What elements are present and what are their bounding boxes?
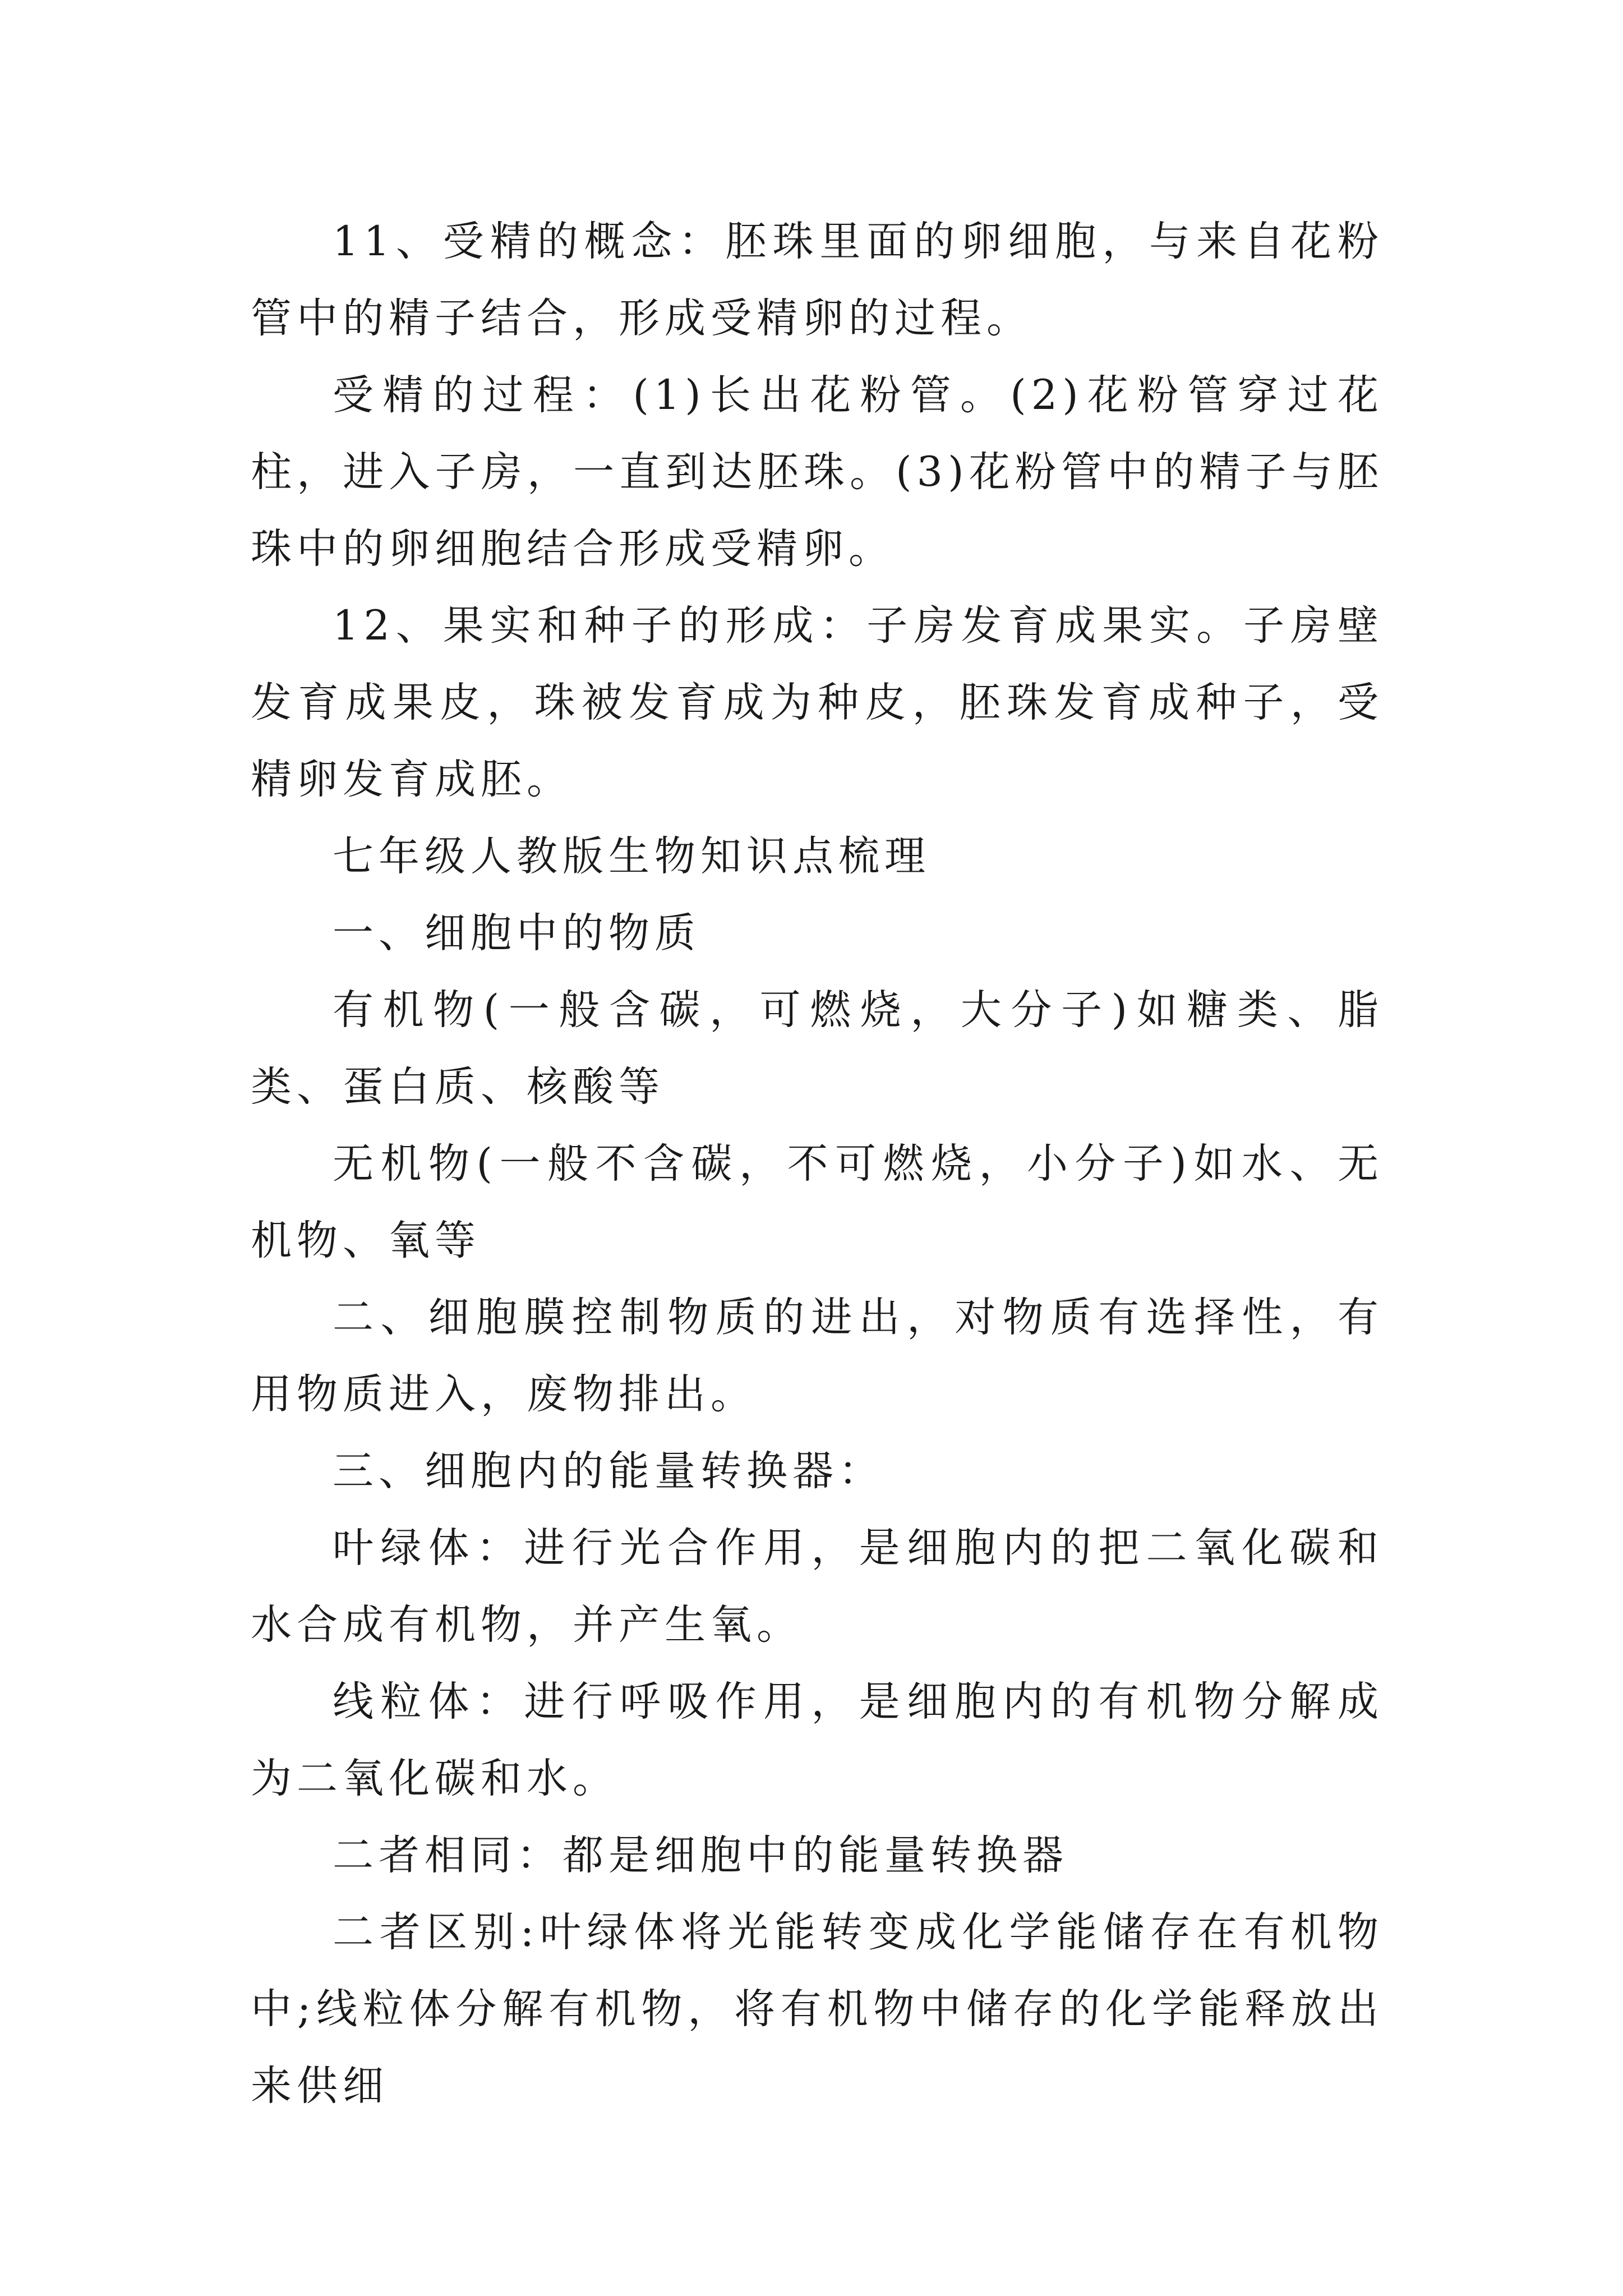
paragraph-organic-matter: 有机物(一般含碳，可燃烧，大分子)如糖类、脂类、蛋白质、核酸等 xyxy=(251,986,1384,1111)
paragraph-difference: 二者区别:叶绿体将光能转变成化学能储存在有机物中;线粒体分解有机物，将有机物中储存的化学能释放出来供细 xyxy=(251,1908,1384,2110)
paragraph-similarity: 二者相同：都是细胞中的能量转换器 xyxy=(333,1832,1068,1879)
paragraph-fertilization-concept: 11、受精的概念：胚珠里面的卵细胞，与来自花粉管中的精子结合，形成受精卵的过程。 xyxy=(251,218,1384,342)
subheading-cell-substances: 一、细胞中的物质 xyxy=(333,909,700,957)
document-body xyxy=(251,203,1384,2124)
subheading-energy-converters: 三、细胞内的能量转换器： xyxy=(333,1447,884,1495)
paragraph-mitochondria: 线粒体：进行呼吸作用，是细胞内的有机物分解成为二氧化碳和水。 xyxy=(251,1678,1384,1802)
paragraph-fertilization-process: 受精的过程：(1)长出花粉管。(2)花粉管穿过花柱，进入子房，一直到达胚珠。(3)花粉管中的精子与胚珠中的卵细胞结合形成受精卵。 xyxy=(251,371,1384,573)
section-heading: 七年级人教版生物知识点梳理 xyxy=(333,832,930,880)
paragraph-fruit-seed-formation: 12、果实和种子的形成：子房发育成果实。子房壁发育成果皮，珠被发育成为种皮，胚珠发育成种子，受精卵发育成胚。 xyxy=(251,602,1384,803)
paragraph-inorganic-matter: 无机物(一般不含碳，不可燃烧，小分子)如水、无机物、氧等 xyxy=(251,1140,1384,1264)
paragraph-cell-membrane: 二、细胞膜控制物质的进出，对物质有选择性，有用物质进入，废物排出。 xyxy=(251,1294,1384,1418)
paragraph-chloroplast: 叶绿体：进行光合作用，是细胞内的把二氧化碳和水合成有机物，并产生氧。 xyxy=(251,1524,1384,1649)
